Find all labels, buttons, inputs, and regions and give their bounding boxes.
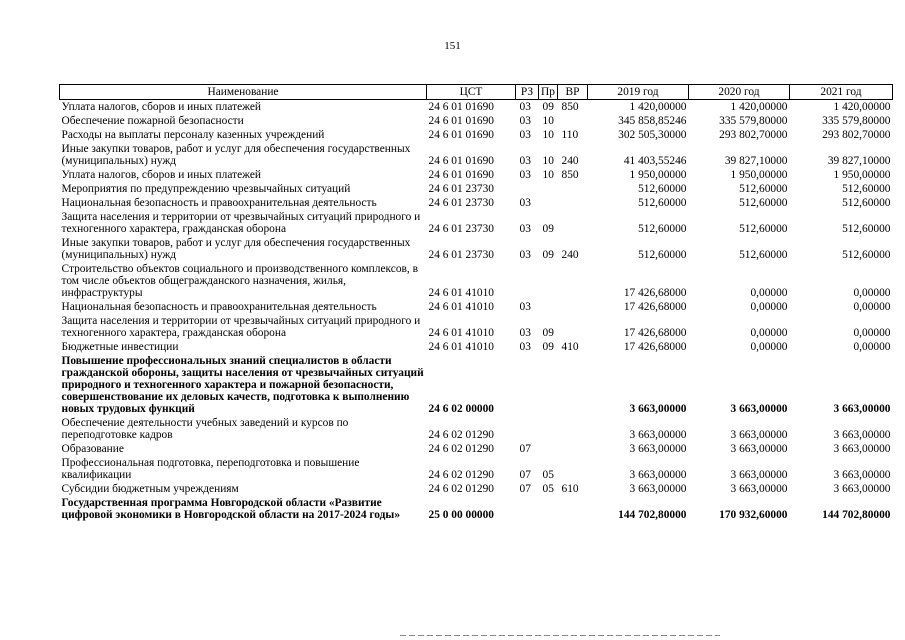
cell-pr	[539, 442, 558, 456]
table-row	[60, 114, 893, 128]
table-row	[60, 142, 893, 168]
cell-2019: 302 505,30000	[618, 129, 687, 141]
cell-2020: 1 950,00000	[730, 169, 788, 181]
table-row	[60, 182, 893, 196]
cell-name: Иные закупки товаров, работ и услуг для обеспечения государственных (муниципальных) нужд	[61, 237, 411, 261]
cell-2019: 17 426,68000	[623, 341, 687, 353]
cell-rz	[516, 262, 539, 300]
cell-pr	[539, 354, 558, 416]
cell-name: Строительство объектов социального и производственного комплексов, в том числе объектов общегражданского назначения, жилья, инфраструктуры	[61, 263, 418, 299]
cell-2019: 3 663,00000	[629, 469, 687, 481]
cell-pr: 10	[542, 129, 554, 141]
cell-vr	[558, 416, 588, 442]
cell-pr	[539, 300, 558, 314]
header-2021: 2021 год	[790, 85, 893, 100]
table-row	[60, 196, 893, 210]
cell-vr: 240	[561, 155, 579, 167]
cell-cst: 24 6 01 01690	[428, 101, 494, 113]
cell-pr: 05	[542, 483, 554, 495]
cell-2020: 293 802,70000	[719, 129, 788, 141]
table-header-row	[60, 85, 893, 100]
cell-name: Защита населения и территории от чрезвычайных ситуаций природного и техногенного характера, гражданская оборона	[61, 315, 421, 339]
cell-2019: 41 403,55246	[623, 155, 687, 167]
cell-cst: 24 6 02 01290	[428, 469, 494, 481]
cell-name: Уплата налогов, сборов и иных платежей	[61, 101, 261, 113]
table-row	[60, 314, 893, 340]
cell-cst: 24 6 01 41010	[428, 341, 494, 353]
cell-vr	[558, 262, 588, 300]
cell-name: Защита населения и территории от чрезвычайных ситуаций природного и техногенного характера, гражданская оборона	[61, 211, 421, 235]
cell-2021: 3 663,00000	[833, 483, 891, 495]
cell-2021: 39 827,10000	[827, 155, 891, 167]
cell-2020: 3 663,00000	[730, 443, 788, 455]
cell-2019: 345 858,85246	[618, 115, 687, 127]
cell-2019: 3 663,00000	[629, 443, 687, 455]
cell-pr: 05	[542, 469, 554, 481]
table-row	[60, 168, 893, 182]
table-row	[60, 340, 893, 354]
cell-vr	[558, 496, 588, 522]
cell-2020: 1 420,00000	[730, 101, 788, 113]
cell-rz: 03	[519, 101, 531, 113]
cell-2019: 17 426,68000	[623, 301, 687, 313]
cell-cst: 24 6 02 01290	[428, 483, 494, 495]
table-row	[60, 300, 893, 314]
cell-2019: 1 950,00000	[629, 169, 687, 181]
cell-rz: 03	[519, 327, 531, 339]
cell-2019: 1 420,00000	[629, 101, 687, 113]
cell-rz: 07	[519, 483, 531, 495]
cell-pr: 09	[542, 249, 554, 261]
cell-2019: 17 426,68000	[623, 327, 687, 339]
cell-2021: 3 663,00000	[833, 443, 891, 455]
cell-name: Обеспечение деятельности учебных заведений и курсов по переподготовке кадров	[61, 417, 349, 441]
cell-vr	[558, 114, 588, 128]
cell-cst: 24 6 01 23730	[428, 197, 494, 209]
cell-pr	[539, 416, 558, 442]
table-row	[60, 100, 893, 115]
cell-name: Субсидии бюджетным учреждениям	[61, 483, 239, 495]
cell-rz	[516, 354, 539, 416]
cell-cst: 24 6 02 01290	[428, 443, 494, 455]
cell-2020: 512,60000	[739, 183, 788, 195]
cell-2021: 0,00000	[853, 301, 891, 313]
cell-vr	[558, 196, 588, 210]
cell-pr: 09	[542, 101, 554, 113]
cell-pr: 10	[542, 115, 554, 127]
cell-2020: 512,60000	[739, 223, 788, 235]
table-row	[60, 496, 893, 522]
cell-2020: 39 827,10000	[724, 155, 788, 167]
cell-rz: 03	[519, 223, 531, 235]
header-name: Наименование	[60, 85, 427, 100]
cell-vr: 110	[561, 129, 579, 141]
cell-2021: 0,00000	[853, 287, 891, 299]
cell-name: Бюджетные инвестиции	[61, 341, 179, 353]
cell-2021: 512,60000	[842, 183, 891, 195]
cell-name: Повышение профессиональных знаний специалистов в области гражданской обороны, защиты населения от чрезвычайных ситуаций природного и техногенного характера и пожарной безопасности, совершенствование их деловых качеств, подготовка к выполнению новых трудовых функций	[61, 355, 424, 415]
cell-name: Расходы на выплаты персоналу казенных учреждений	[61, 129, 325, 141]
cell-pr: 09	[542, 327, 554, 339]
cell-pr	[539, 262, 558, 300]
cell-2019: 3 663,00000	[629, 403, 687, 415]
cell-rz: 03	[519, 169, 531, 181]
cell-2021: 512,60000	[842, 223, 891, 235]
cell-2020: 512,60000	[739, 249, 788, 261]
cell-2020: 335 579,80000	[719, 115, 788, 127]
cell-pr	[539, 196, 558, 210]
cell-rz	[516, 182, 539, 196]
cell-2021: 3 663,00000	[833, 429, 891, 441]
cell-name: Иные закупки товаров, работ и услуг для обеспечения государственных (муниципальных) нужд	[61, 143, 411, 167]
cell-2019: 512,60000	[638, 183, 687, 195]
cell-2021: 512,60000	[842, 249, 891, 261]
cell-2020: 3 663,00000	[730, 469, 788, 481]
cell-cst: 24 6 01 01690	[428, 155, 494, 167]
cell-2019: 144 702,80000	[618, 509, 687, 521]
table-row	[60, 482, 893, 496]
cell-vr	[558, 182, 588, 196]
cell-pr: 09	[542, 223, 554, 235]
cell-name: Государственная программа Новгородской области «Развитие цифровой экономики в Новгородской области на 2017-2024 годы»	[61, 497, 401, 521]
cell-rz: 03	[519, 249, 531, 261]
cell-cst: 24 6 01 01690	[428, 169, 494, 181]
header-2020: 2020 год	[689, 85, 790, 100]
cell-vr: 850	[561, 169, 579, 181]
cell-2020: 170 932,60000	[719, 509, 788, 521]
cell-rz: 07	[519, 469, 531, 481]
cell-2021: 293 802,70000	[822, 129, 891, 141]
cell-2020: 0,00000	[750, 287, 788, 299]
cell-2019: 512,60000	[638, 223, 687, 235]
cell-2021: 335 579,80000	[822, 115, 891, 127]
cell-rz	[516, 416, 539, 442]
header-pr: Пр	[539, 85, 558, 100]
cell-2021: 144 702,80000	[822, 509, 891, 521]
header-cst: ЦСТ	[427, 85, 516, 100]
table-row	[60, 128, 893, 142]
header-2019: 2019 год	[588, 85, 689, 100]
cell-2021: 0,00000	[853, 341, 891, 353]
cell-2021: 3 663,00000	[833, 403, 891, 415]
cell-cst: 24 6 01 01690	[428, 129, 494, 141]
cell-pr: 10	[542, 169, 554, 181]
cell-2020: 0,00000	[750, 327, 788, 339]
table-row	[60, 236, 893, 262]
cell-cst: 25 0 00 00000	[428, 509, 494, 521]
cell-rz: 03	[519, 341, 531, 353]
cell-pr	[539, 496, 558, 522]
cell-2020: 0,00000	[750, 301, 788, 313]
table-row	[60, 442, 893, 456]
cell-pr	[539, 182, 558, 196]
cell-name: Мероприятия по предупреждению чрезвычайных ситуаций	[61, 183, 351, 195]
cell-2019: 3 663,00000	[629, 429, 687, 441]
header-vr: ВР	[558, 85, 588, 100]
table-row	[60, 262, 893, 300]
table-row	[60, 354, 893, 416]
cell-2020: 512,60000	[739, 197, 788, 209]
cell-vr: 610	[561, 483, 579, 495]
cell-cst: 24 6 01 41010	[428, 301, 494, 313]
cell-vr	[558, 456, 588, 482]
cell-cst: 24 6 01 41010	[428, 327, 494, 339]
cell-name: Национальная безопасность и правоохранительная деятельность	[61, 197, 377, 209]
cell-rz: 03	[519, 129, 531, 141]
cell-vr: 240	[561, 249, 579, 261]
cell-vr: 850	[561, 101, 579, 113]
cell-2019: 512,60000	[638, 249, 687, 261]
cell-vr	[558, 354, 588, 416]
cell-rz: 07	[519, 443, 531, 455]
cell-2020: 3 663,00000	[730, 403, 788, 415]
cell-name: Профессиональная подготовка, переподготовка и повышение квалификации	[61, 457, 360, 481]
table-row	[60, 210, 893, 236]
cell-name: Национальная безопасность и правоохранительная деятельность	[61, 301, 377, 313]
cell-rz: 03	[519, 301, 531, 313]
cell-vr	[558, 300, 588, 314]
table-row	[60, 456, 893, 482]
cell-name: Образование	[61, 443, 124, 455]
cell-2020: 3 663,00000	[730, 483, 788, 495]
cell-vr	[558, 314, 588, 340]
cell-cst: 24 6 01 41010	[428, 287, 494, 299]
cell-2019: 3 663,00000	[629, 483, 687, 495]
cell-vr: 410	[561, 341, 579, 353]
cell-cst: 24 6 01 23730	[428, 223, 494, 235]
cell-rz: 03	[519, 155, 531, 167]
budget-table	[59, 84, 893, 522]
cell-2021: 1 950,00000	[833, 169, 891, 181]
cell-2020: 3 663,00000	[730, 429, 788, 441]
cell-vr	[558, 210, 588, 236]
cell-2019: 512,60000	[638, 197, 687, 209]
header-rz: РЗ	[516, 85, 539, 100]
cell-name: Уплата налогов, сборов и иных платежей	[61, 169, 261, 181]
table-row	[60, 416, 893, 442]
footer-dotted-line	[400, 635, 720, 636]
cell-2019: 17 426,68000	[623, 287, 687, 299]
cell-rz: 03	[519, 197, 531, 209]
cell-cst: 24 6 01 01690	[428, 115, 494, 127]
cell-rz: 03	[519, 115, 531, 127]
page-number: 151	[444, 40, 461, 52]
cell-pr: 10	[542, 155, 554, 167]
cell-vr	[558, 442, 588, 456]
cell-cst: 24 6 02 00000	[428, 403, 494, 415]
cell-2021: 0,00000	[853, 327, 891, 339]
cell-2020: 0,00000	[750, 341, 788, 353]
cell-cst: 24 6 02 01290	[428, 429, 494, 441]
cell-rz	[516, 496, 539, 522]
cell-name: Обеспечение пожарной безопасности	[61, 115, 244, 127]
cell-2021: 512,60000	[842, 197, 891, 209]
cell-2021: 3 663,00000	[833, 469, 891, 481]
cell-2021: 1 420,00000	[833, 101, 891, 113]
cell-cst: 24 6 01 23730	[428, 183, 494, 195]
cell-pr: 09	[542, 341, 554, 353]
cell-cst: 24 6 01 23730	[428, 249, 494, 261]
